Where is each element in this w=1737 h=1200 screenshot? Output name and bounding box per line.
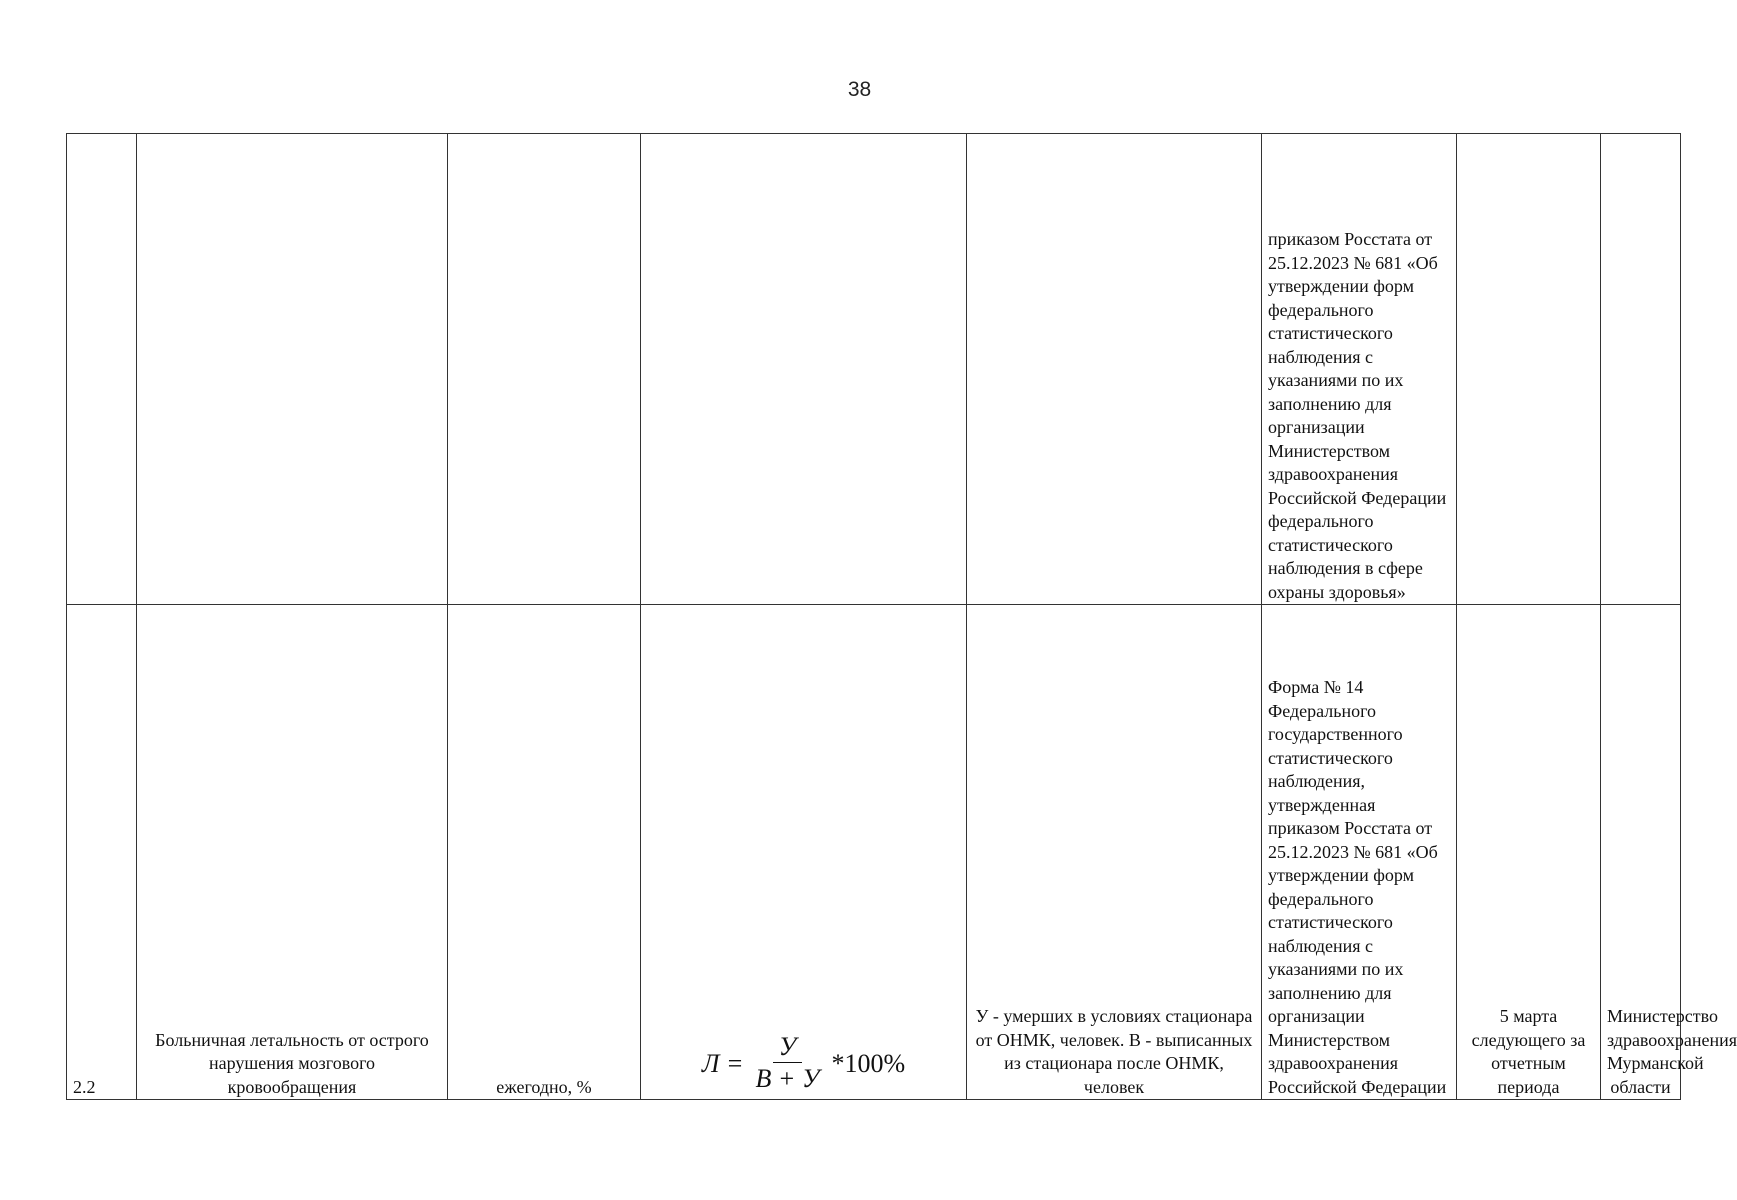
cell-indicator: Больничная летальность от острого нарушения мозгового кровообращения (137, 605, 448, 1100)
cell-deadline (1457, 134, 1601, 605)
table-row-continued (67, 134, 1681, 605)
formula-tail: *100% (831, 1048, 906, 1078)
cell-periodicity: ежегодно, % (448, 605, 641, 1100)
formula-numerator: У (773, 1032, 803, 1063)
cell-responsible (1601, 134, 1681, 605)
formula-denominator: В + У (755, 1064, 820, 1093)
cell-periodicity (448, 134, 641, 605)
formula-lhs: Л = (701, 1048, 744, 1078)
cell-source: Форма № 14 Федерального государственного статистического наблюдения, утвержденная приказом Росстата от 25.12.2023 № 681 «Об утверждении форм федерального статистического наблюдения с указаниями по их заполнению для организации Министерством здравоохранения Российской Федерации (1262, 605, 1457, 1100)
cell-number: 2.2 (67, 605, 137, 1100)
page-number: 38 (847, 78, 872, 101)
cell-formula (641, 605, 967, 1100)
cell-number (67, 134, 137, 605)
cell-indicator (137, 134, 448, 605)
cell-source: приказом Росстата от 25.12.2023 № 681 «Об утверждении форм федерального статистического наблюдения с указаниями по их заполнению для организации Министерством здравоохранения Российской Федерации федерального статистического наблюдения в сфере охраны здоровья» (1262, 134, 1457, 605)
formula-fraction (750, 1032, 826, 1095)
cell-deadline: 5 марта следующего за отчетным периода (1457, 605, 1601, 1100)
cell-responsible: Министерство здравоохранения Мурманской области (1601, 605, 1681, 1100)
table-row-2-2 (67, 605, 1681, 1100)
cell-variables (967, 134, 1262, 605)
formula (702, 1032, 905, 1095)
cell-variables: У - умерших в условиях стационара от ОНМК, человек. В - выписанных из стационара после ОНМК, человек (967, 605, 1262, 1100)
indicators-table (66, 133, 1737, 1100)
cell-formula (641, 134, 967, 605)
